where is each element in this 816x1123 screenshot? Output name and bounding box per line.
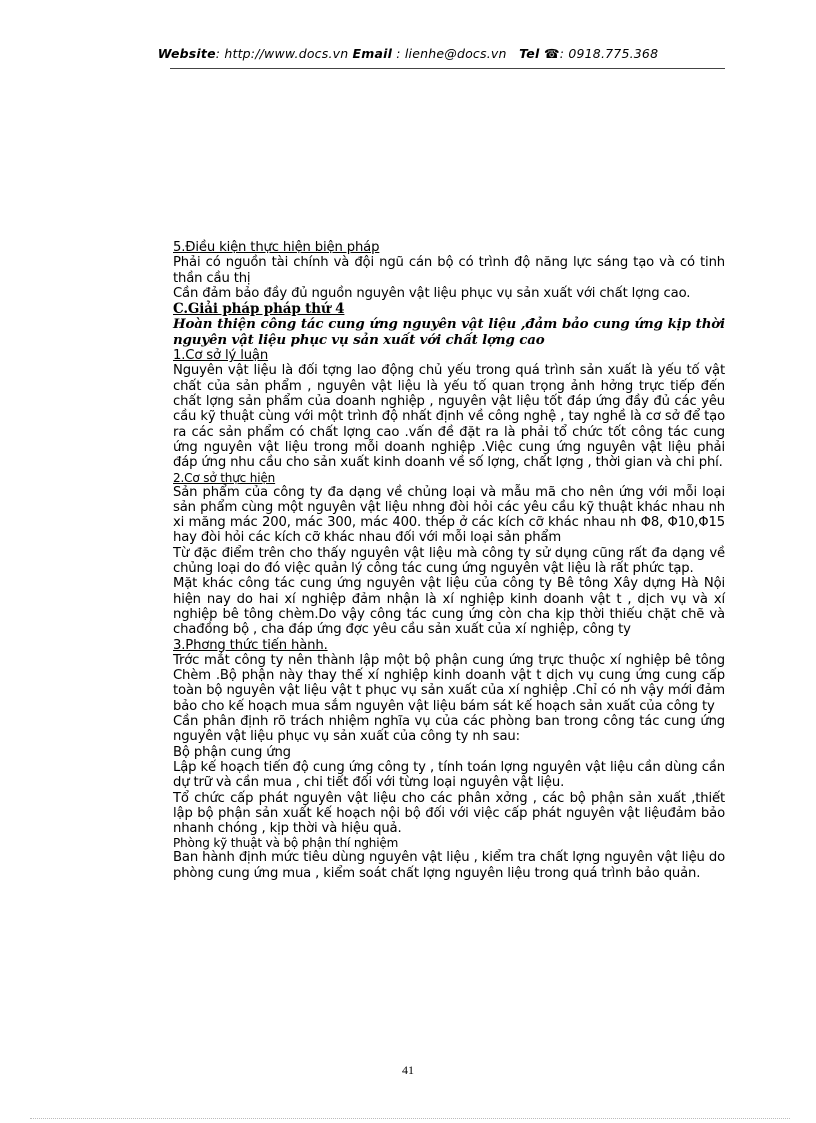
subsection-title: 2.Cơ sở thực hiện <box>173 470 276 485</box>
section-c-heading: C.Giải pháp pháp thứ 4 <box>173 301 345 318</box>
paragraph: Mặt khác công tác cung ứng nguyên vật liệu của công ty Bê tông Xây dựng Hà Nội hiện nay do hai xí nghiệp đảm nhận là xí nghiệp kinh doanh vật t , dịch vụ và xí nghiệp bê tông chèm.Do vậy công tác cung ứng còn cha kịp thời thiếu chặt chẽ và chađồng bộ , cha đáp ứng đợc yêu cầu sản xuất của xí nghiệp, công ty <box>173 576 725 638</box>
paragraph: Cần đảm bảo đầy đủ nguồn nguyên vật liệu phục vụ sản xuất với chất lợng cao. <box>173 285 691 301</box>
email-label: Email <box>352 46 393 61</box>
tel-label: Tel ☎ <box>519 46 560 61</box>
tel-value: : 0918.775.368 <box>559 46 659 61</box>
header-rule <box>170 68 725 69</box>
paragraph: Tổ chức cấp phát nguyên vật liệu cho các phân xởng , các bộ phận sản xuất ,thiết lập bộ phận sản xuất kế hoạch nội bộ đối với việc cấp phát nguyên vật liệuđảm bảo nhanh chóng , kịp thời và hiệu quả. <box>173 790 725 837</box>
section-c-subheading: Hoàn thiện công tác cung ứng nguyên vật liệu ,đảm bảo cung ứng kịp thời nguyên vật liệu phục vụ sản xuất với chất lợng cao <box>173 316 725 348</box>
website-label: Website <box>157 46 216 61</box>
paragraph: Bộ phận cung ứng <box>173 744 291 760</box>
paragraph: Lập kế hoạch tiến độ cung ứng công ty , tính toán lợng nguyên vật liệu cần dùng cần dự trữ và cần mua , chi tiết đối với từng loại nguyên vật liệu. <box>173 759 725 791</box>
paragraph: Nguyên vật liệu là đối tợng lao động chủ yếu trong quá trình sản xuất là yếu tố vật chất của sản phẩm , nguyên vật liệu là yếu tố quan trọng ảnh hởng trực tiếp đến chất lợng sản phẩm của doanh nghiệp , nguyên vật liệu tốt đáp ứng đầy đủ các yêu cầu kỹ thuật cùng với một trình độ nhất định về công nghệ , tay nghề là cơ sở để tạo ra các sản phẩm có chất lợng cao .vấn đề đặt ra là phải tổ chức tốt công tác cung ứng nguyên vật liệu trong mỗi doanh nghiệp .Việc cung ứng nguyên vật liệu phải đáp ứng nhu cầu cho sản xuất kinh doanh về số lợng, chất lợng , thời gian và chi phí. <box>173 363 725 471</box>
paragraph: Cần phân định rõ trách nhiệm nghĩa vụ của các phòng ban trong công tác cung ứng nguyên vật liệu phục vụ sản xuất của công ty nh sau: <box>173 714 725 745</box>
page-header <box>0 46 816 61</box>
section5-title: 5.Điều kiện thực hiện biện pháp <box>173 240 380 255</box>
paragraph: Từ đặc điểm trên cho thấy nguyên vật liệu mà công ty sử dụng cũng rất đa dạng về chủng loại do đó việc quản lý công tác cung ứng nguyên vật liệu là rất phức tạp. <box>173 545 725 577</box>
paragraph: Trớc mắt công ty nên thành lập một bộ phận cung ứng trực thuộc xí nghiệp bê tông Chèm .Bộ phận này thay thế xí nghiệp kinh doanh vật t dịch vụ cung ứng cung cấp toàn bộ nguyên vật liệu vật t phục vụ sản xuất của xí nghiệp .Chỉ có nh vậy mới đảm bảo cho kế hoạch mua sắm nguyên vật liệu bám sát kế hoạch sản xuất của công ty <box>173 652 725 714</box>
page-number: 41 <box>402 1063 414 1077</box>
document-body <box>173 240 725 881</box>
paragraph: Phải có nguồn tài chính và đội ngũ cán bộ có trình độ năng lực sáng tạo và có tinh thần cầu thị <box>173 255 725 286</box>
email-value: : lienhe@docs.vn <box>392 46 507 61</box>
paragraph: Sản phẩm của công ty đa dạng về chủng loại và mẫu mã cho nên ứng với mỗi loại sản phẩm cùng một nguyên vật liệu nhng đòi hỏi các yêu cầu kỹ thuật khác nhau nh xi măng mác 200, mác 300, mác 400. thép ở các kích cỡ khác nhau nh Φ8, Φ10,Φ15 hay đòi hỏi các kích cỡ khác nhau đối với mỗi loại sản phẩm <box>173 484 725 546</box>
paragraph: Phòng kỹ thuật và bộ phận thí nghiệm <box>173 836 399 851</box>
paragraph: Ban hành định mức tiêu dùng nguyên vật liệu , kiểm tra chất lợng nguyên vật liệu do phòng cung ứng mua , kiểm soát chất lợng nguyên liệu trong quá trình bảo quản. <box>173 850 725 881</box>
website-value: : http://www.docs.vn <box>215 46 349 61</box>
footer-rule <box>30 1118 790 1119</box>
subsection-title: 1.Cơ sở lý luận <box>173 348 269 364</box>
subsection-title: 3.Phơng thức tiến hành. <box>173 637 328 653</box>
